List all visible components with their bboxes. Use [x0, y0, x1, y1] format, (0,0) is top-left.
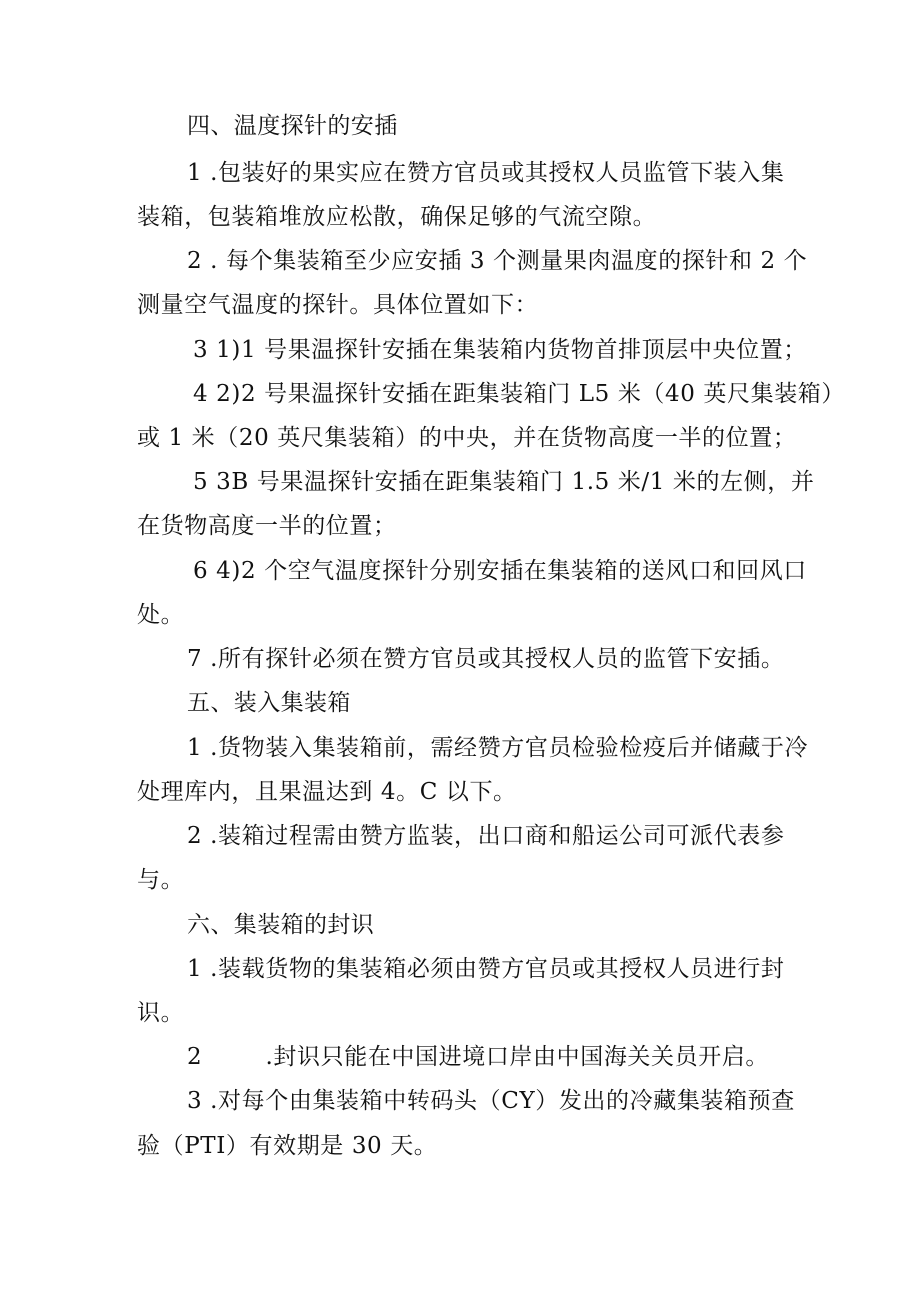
paragraph-line: 6 4)2 个空气温度探针分别安插在集装箱的送风口和回风口 [193, 558, 807, 584]
paragraph-line: 3 .对每个由集装箱中转码头（CY）发出的冷藏集装箱预查 [187, 1088, 795, 1114]
paragraph-line: 验（PTI）有效期是 30 天。 [137, 1133, 438, 1159]
paragraph-line: 测量空气温度的探针。具体位置如下： [137, 292, 539, 318]
paragraph-line: 2 .装箱过程需由赞方监装，出口商和船运公司可派代表参 [187, 823, 785, 849]
paragraph-line: 装箱，包装箱堆放应松散，确保足够的气流空隙。 [137, 204, 657, 230]
paragraph-line: 识。 [137, 1000, 185, 1026]
paragraph-line: 1 .货物装入集装箱前，需经赞方官员检验检疫后并储藏于冷 [187, 735, 809, 761]
paragraph-line: 5 3B 号果温探针安插在距集装箱门 1.5 米/1 米的左侧，并 [193, 469, 815, 495]
paragraph-line: 1 .包装好的果实应在赞方官员或其授权人员监管下装入集 [187, 160, 785, 186]
paragraph-line: 2 . 每个集装箱至少应安插 3 个测量果肉温度的探针和 2 个 [187, 248, 808, 274]
paragraph-line: 在货物高度一半的位置； [137, 513, 397, 539]
paragraph-line: 1 .装载货物的集装箱必须由赞方官员或其授权人员进行封 [187, 956, 785, 982]
paragraph-line: 2 .封识只能在中国进境口岸由中国海关关员开启。 [187, 1044, 770, 1070]
section-heading-loading: 五、装入集装箱 [187, 690, 351, 716]
section-heading-probe-insertion: 四、温度探针的安插 [187, 113, 398, 139]
paragraph-line: 处理库内，且果温达到 4。C 以下。 [137, 779, 517, 805]
paragraph-line: 7 .所有探针必须在赞方官员或其授权人员的监管下安插。 [187, 646, 785, 672]
section-heading-sealing: 六、集装箱的封识 [187, 912, 375, 938]
paragraph-line: 处。 [137, 602, 185, 628]
paragraph-line: 4 2)2 号果温探针安插在距集装箱门 L5 米（40 英尺集装箱） [193, 381, 846, 407]
paragraph-line: 与。 [137, 867, 185, 893]
paragraph-line: 或 1 米（20 英尺集装箱）的中央，并在货物高度一半的位置； [137, 425, 797, 451]
paragraph-line: 3 1)1 号果温探针安插在集装箱内货物首排顶层中央位置； [193, 337, 807, 363]
